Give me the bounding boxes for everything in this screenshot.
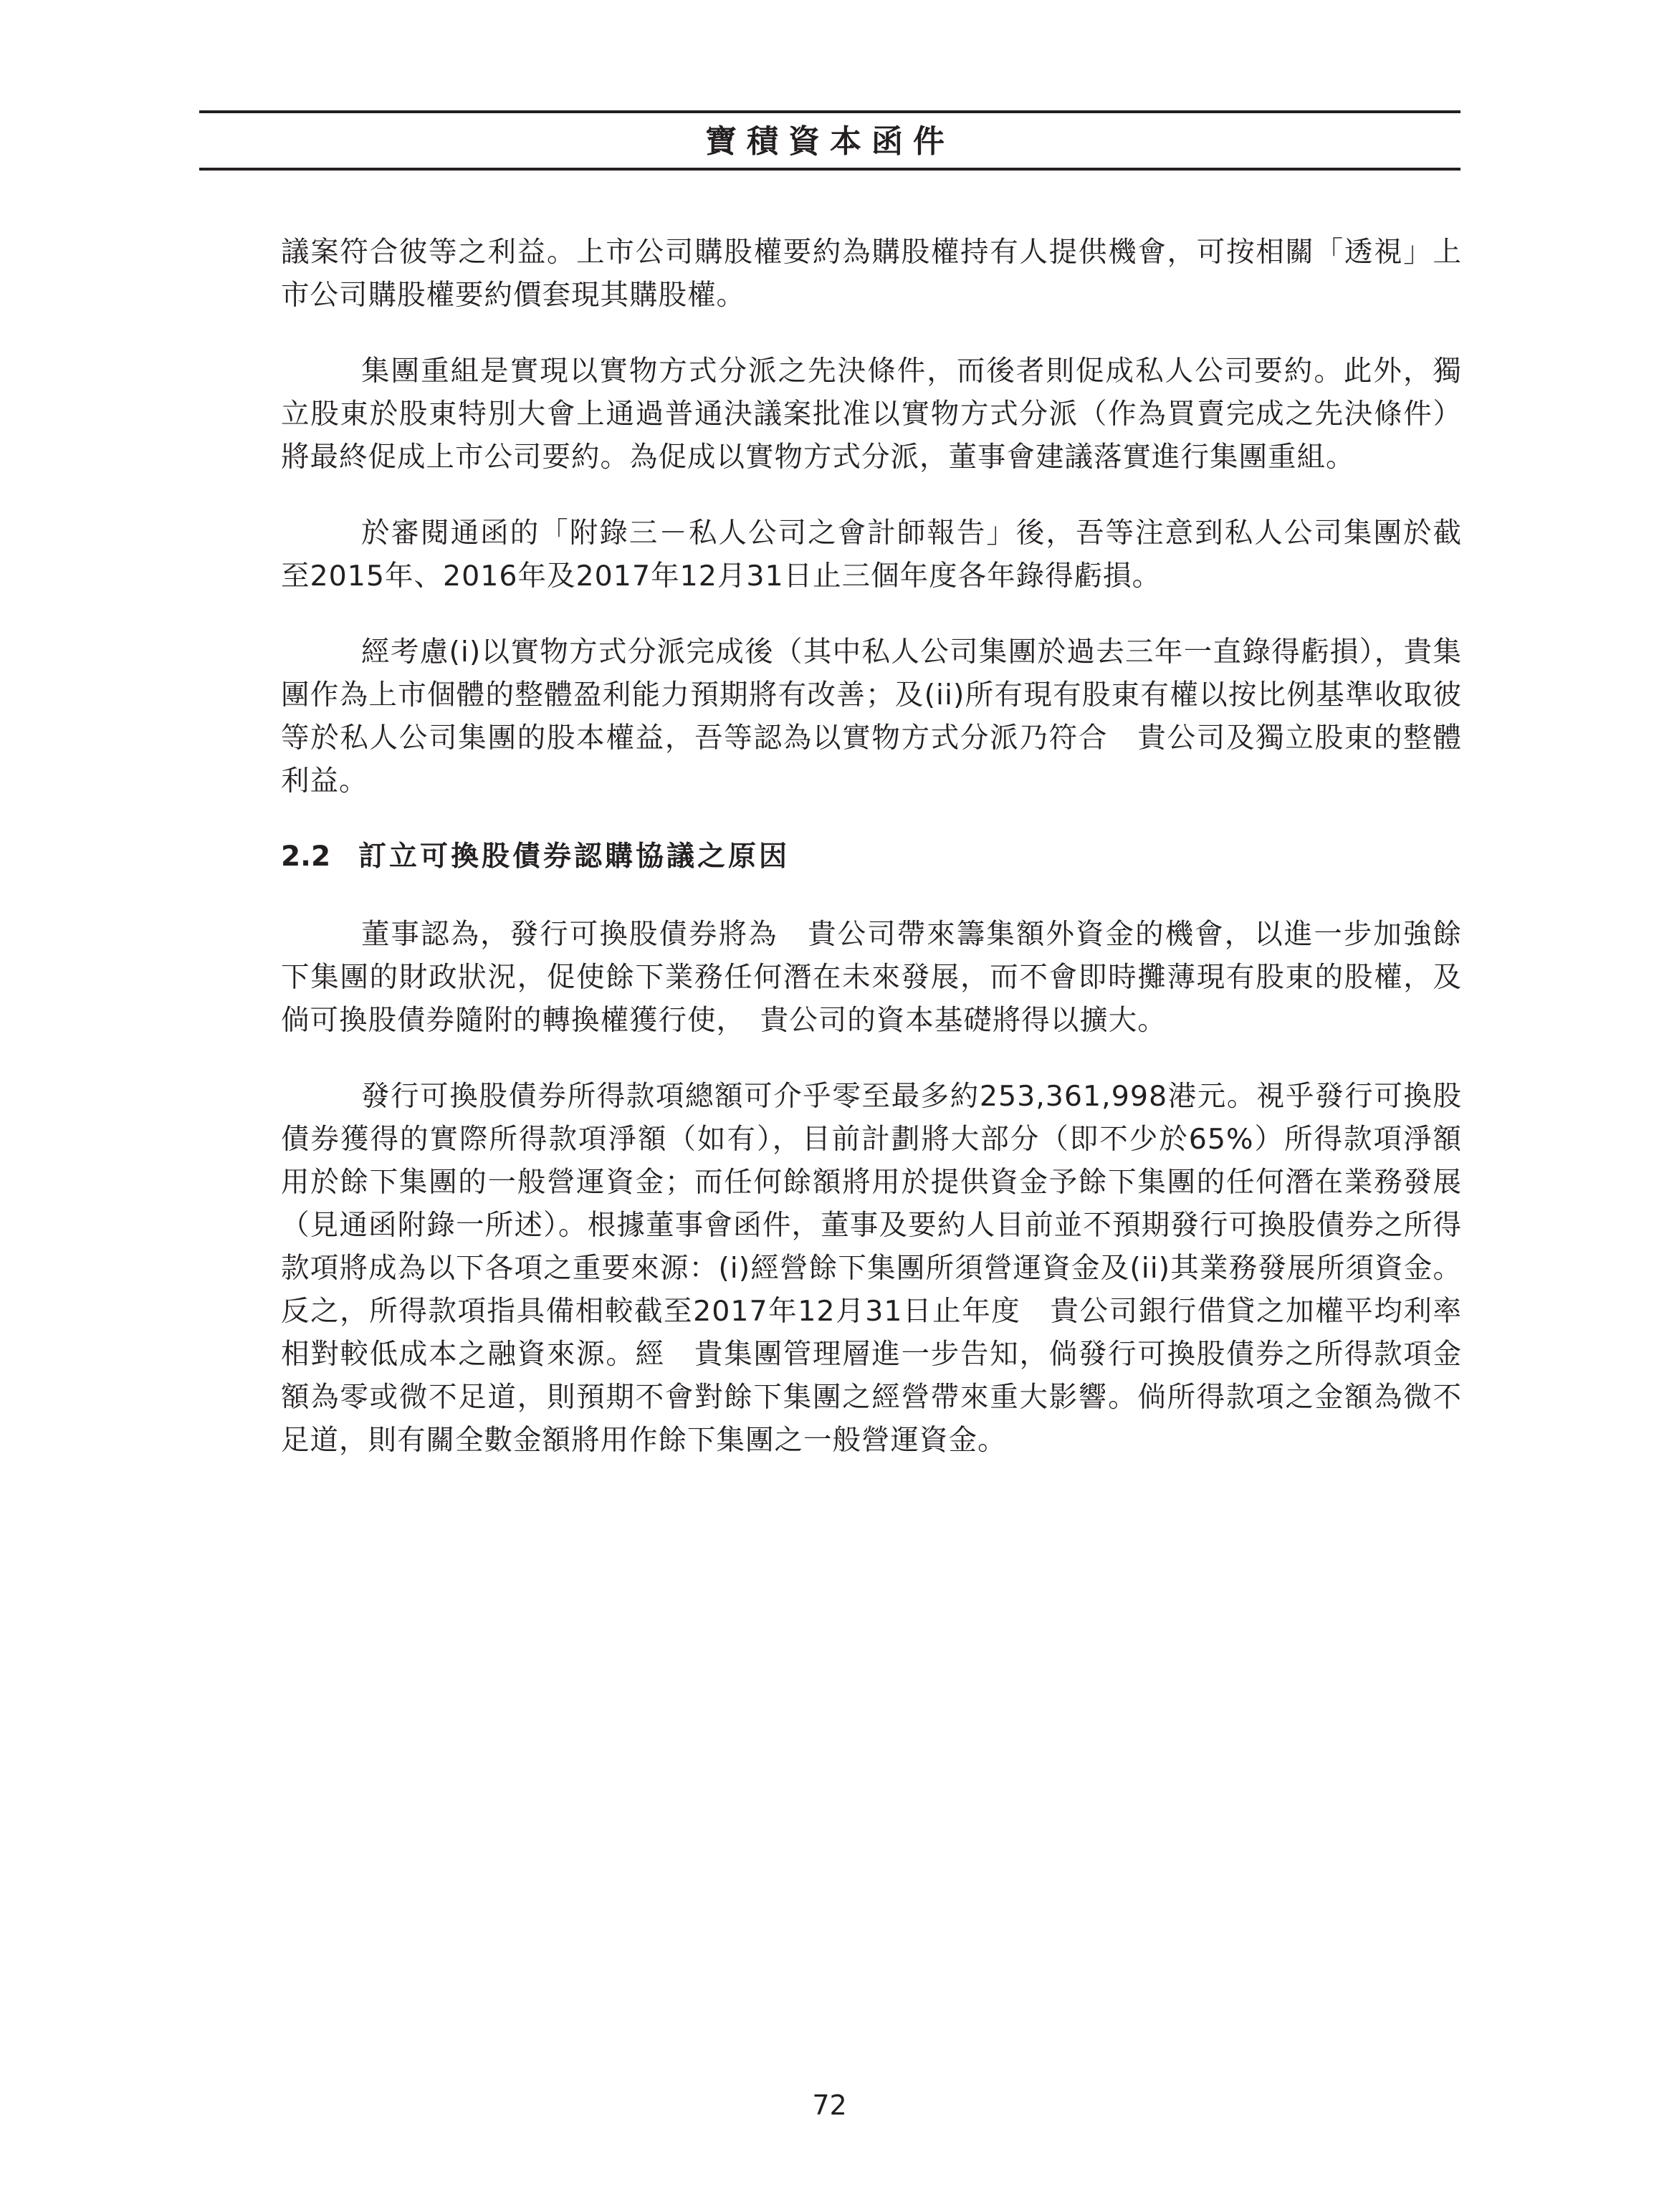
document-body — [281, 231, 1462, 1495]
paragraph-use-of-proceeds: 發行可換股債券所得款項總額可介乎零至最多約253,361,998港元。視乎發行可換股債券獲得的實際所得款項淨額（如有），目前計劃將大部分（即不少於65%）所得款項淨額用於餘下集團的一般營運資金；而任何餘額將用於提供資金予餘下集團的任何潛在業務發展（見通函附錄一所述）。根據董事會函件，董事及要約人目前並不預期發行可換股債券之所得款項將成為以下各項之重要來源：(i)經營餘下集團所須營運資金及(ii)其業務發展所須資金。反之，所得款項指具備相較截至2017年12月31日止年度 貴公司銀行借貸之加權平均利率相對較低成本之融資來源。經 貴集團管理層進一步告知，倘發行可換股債券之所得款項金額為零或微不足道，則預期不會對餘下集團之經營帶來重大影響。倘所得款項之金額為微不足道，則有關全數金額將用作餘下集團之一般營運資金。 — [281, 1080, 1462, 1457]
paragraph-group-reorganisation: 集團重組是實現以實物方式分派之先決條件，而後者則促成私人公司要約。此外，獨立股東於股東特別大會上通過普通決議案批准以實物方式分派（作為買賣完成之先決條件）將最終促成上市公司要約。為促成以實物方式分派，董事會建議落實進行集團重組。 — [281, 355, 1462, 474]
paragraph-accountants-report: 於審閱通函的「附錄三－私人公司之會計師報告」後，吾等注意到私人公司集團於截至2015年、2016年及2017年12月31日止三個年度各年錄得虧損。 — [281, 517, 1462, 593]
header-title: 寶積資本函件 — [705, 123, 955, 160]
section-number: 2.2 — [281, 841, 331, 873]
paragraph-continuation: 議案符合彼等之利益。上市公司購股權要約為購股權持有人提供機會，可按相關「透視」上市公司購股權要約價套現其購股權。 — [281, 236, 1462, 312]
section-heading — [281, 836, 1462, 878]
paragraph-directors-view: 董事認為，發行可換股債券將為 貴公司帶來籌集額外資金的機會，以進一步加強餘下集團的財政狀況，促使餘下業務任何潛在未來發展，而不會即時攤薄現有股東的股權，及倘可換股債券隨附的轉換權獲行使， 貴公司的資本基礎將得以擴大。 — [281, 918, 1462, 1037]
page-number: 72 — [812, 2089, 847, 2121]
section-title: 訂立可換股債券認購協議之原因 — [358, 841, 790, 873]
page-header — [199, 110, 1460, 171]
paragraph-distribution-conclusion: 經考慮(i)以實物方式分派完成後（其中私人公司集團於過去三年一直錄得虧損），貴集團作為上市個體的整體盈利能力預期將有改善；及(ii)所有現有股東有權以按比例基準收取彼等於私人公司集團的股本權益，吾等認為以實物方式分派乃符合 貴公司及獨立股東的整體利益。 — [281, 636, 1462, 798]
